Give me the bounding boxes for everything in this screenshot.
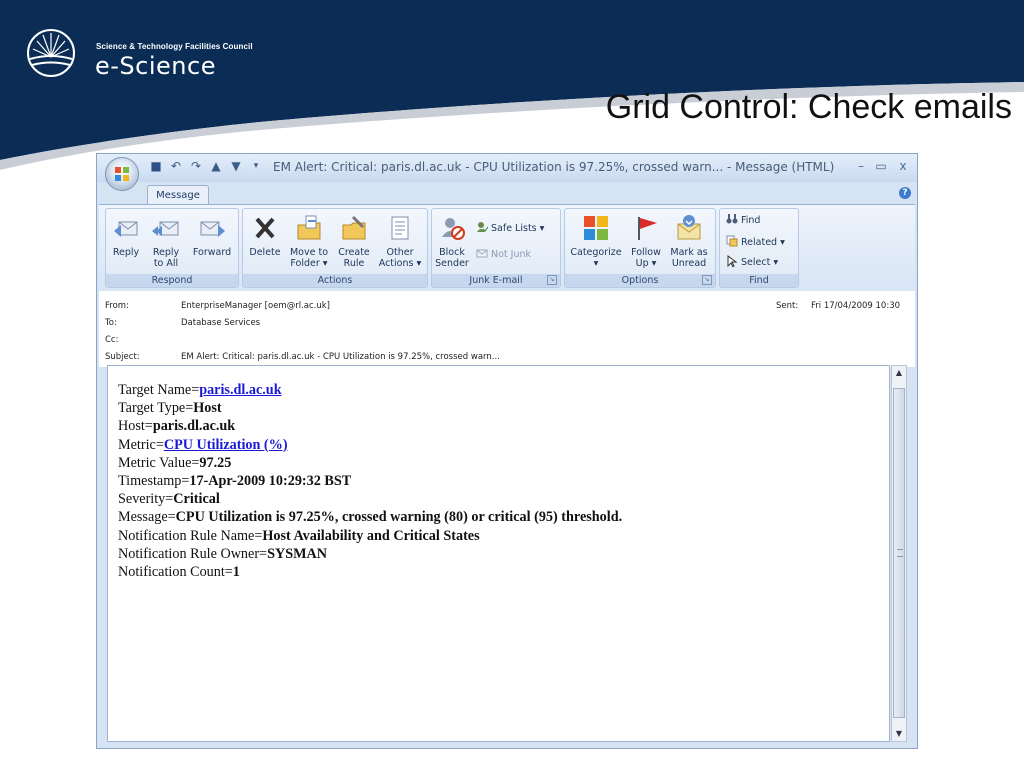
outlook-message-window	[96, 153, 918, 749]
group-label-find: Find	[720, 274, 798, 287]
to-value[interactable]: Database Services	[181, 318, 261, 328]
group-options	[564, 208, 716, 288]
find-button[interactable]: Find	[726, 213, 760, 227]
subject-label: Subject:	[105, 352, 140, 362]
reply-all-button[interactable]: Reply to All	[148, 211, 184, 269]
list-item: Notification Rule Owner=SYSMAN	[118, 545, 327, 562]
forward-button[interactable]: Forward	[190, 211, 234, 258]
mark-as-unread-icon	[674, 213, 704, 243]
message-body[interactable]	[107, 365, 890, 742]
list-item: Host=paris.dl.ac.uk	[118, 418, 236, 435]
safe-lists-button[interactable]: Safe Lists ▾	[476, 221, 544, 235]
grip-icon	[897, 549, 903, 557]
group-find	[719, 208, 799, 288]
title-bar	[97, 154, 917, 182]
follow-up-flag-icon	[631, 213, 661, 243]
list-item: Notification Rule Name=Host Availability and Critical States	[118, 527, 480, 544]
not-junk-button[interactable]: Not Junk	[476, 247, 531, 261]
scroll-up-icon[interactable]: ▲	[895, 368, 903, 377]
move-to-folder-button[interactable]: Move to Folder ▾	[287, 211, 331, 269]
to-label: To:	[105, 318, 117, 328]
ribbon	[99, 204, 915, 292]
slide-title: Grid Control: Check emails	[605, 88, 1012, 126]
help-icon[interactable]: ?	[899, 187, 911, 199]
group-respond	[105, 208, 239, 288]
tab-message[interactable]: Message	[147, 185, 209, 205]
group-actions	[242, 208, 428, 288]
previous-item-icon[interactable]: ▲	[211, 159, 221, 173]
options-launcher-icon[interactable]: ↘	[702, 275, 712, 285]
list-item: Target Name=paris.dl.ac.uk	[118, 382, 282, 398]
delete-button[interactable]: Delete	[247, 211, 283, 258]
related-button[interactable]: Related ▾	[726, 235, 785, 249]
block-sender-icon	[437, 213, 467, 243]
move-to-folder-icon	[294, 213, 324, 243]
sent-value: Fri 17/04/2009 10:30	[811, 301, 901, 311]
other-actions-button[interactable]: Other Actions ▾	[377, 211, 423, 269]
related-icon	[726, 235, 738, 247]
list-item: Metric=CPU Utilization (%)	[118, 436, 288, 453]
forward-icon	[197, 213, 227, 243]
from-value[interactable]: EnterpriseManager [oem@rl.ac.uk]	[181, 301, 330, 311]
list-item: Message=CPU Utilization is 97.25%, crossed warning (80) or critical (95) threshold.	[118, 509, 623, 526]
list-item: Severity=Critical	[118, 491, 220, 508]
other-actions-icon	[385, 213, 415, 243]
message-header	[99, 291, 915, 367]
follow-up-button[interactable]: Follow Up ▾	[627, 211, 665, 269]
cc-label: Cc:	[105, 335, 119, 345]
safe-lists-icon	[476, 221, 488, 233]
block-sender-button[interactable]: Block Sender	[434, 211, 470, 269]
sent-label: Sent:	[776, 301, 799, 311]
binoculars-icon	[726, 213, 738, 225]
scroll-down-icon[interactable]: ▼	[895, 729, 903, 738]
maximize-button[interactable]: ▭	[875, 159, 887, 173]
group-junk-email	[431, 208, 561, 288]
group-label-actions: Actions	[243, 274, 427, 287]
create-rule-button[interactable]: Create Rule	[335, 211, 373, 269]
categorize-button[interactable]: Categorize ▾	[567, 211, 625, 269]
list-item: Metric Value=97.25	[118, 454, 232, 471]
reply-button[interactable]: Reply	[108, 211, 144, 258]
vertical-scrollbar[interactable]	[891, 365, 907, 742]
reply-all-icon	[151, 213, 181, 243]
next-item-icon[interactable]: ▼	[231, 159, 241, 173]
group-label-respond: Respond	[106, 274, 238, 287]
categorize-icon	[581, 213, 611, 243]
mark-as-unread-button[interactable]: Mark as Unread	[667, 211, 711, 269]
stfc-sunburst-logo	[25, 27, 87, 79]
close-button[interactable]: x	[899, 159, 907, 173]
scroll-thumb[interactable]	[893, 388, 905, 718]
ribbon-tab-row	[97, 182, 917, 204]
office-logo-icon	[114, 166, 130, 182]
organisation-name: Science & Technology Facilities Council	[96, 42, 253, 51]
save-icon[interactable]: ■	[150, 159, 162, 173]
target-name-link[interactable]: paris.dl.ac.uk	[199, 382, 282, 398]
list-item: Notification Count=1	[118, 564, 240, 581]
minimize-button[interactable]: –	[858, 159, 864, 173]
list-item: Timestamp=17-Apr-2009 10:29:32 BST	[118, 473, 352, 490]
metric-link[interactable]: CPU Utilization (%)	[163, 436, 288, 453]
reply-icon	[111, 213, 141, 243]
customize-toolbar-icon[interactable]: ▾	[253, 161, 259, 171]
select-button[interactable]: Select ▾	[726, 255, 778, 269]
redo-icon[interactable]: ↷	[190, 159, 202, 173]
window-title: EM Alert: Critical: paris.dl.ac.uk - CPU Utilization is 97.25%, crossed warn... - Message (HTML)	[273, 160, 835, 174]
undo-icon[interactable]: ↶	[170, 159, 182, 173]
group-label-junk-email: Junk E-mail	[432, 274, 560, 287]
cursor-icon	[726, 255, 738, 267]
delete-icon	[250, 213, 280, 243]
from-label: From:	[105, 301, 129, 311]
subject-value: EM Alert: Critical: paris.dl.ac.uk - CPU Utilization is 97.25%, crossed warn...	[181, 352, 500, 362]
quick-access-toolbar	[149, 159, 263, 173]
junk-email-launcher-icon[interactable]: ↘	[547, 275, 557, 285]
create-rule-icon	[339, 213, 369, 243]
brand-name: e-Science	[95, 52, 216, 80]
not-junk-icon	[476, 247, 488, 259]
list-item: Target Type=Host	[118, 400, 222, 417]
group-label-options: Options	[565, 274, 715, 287]
